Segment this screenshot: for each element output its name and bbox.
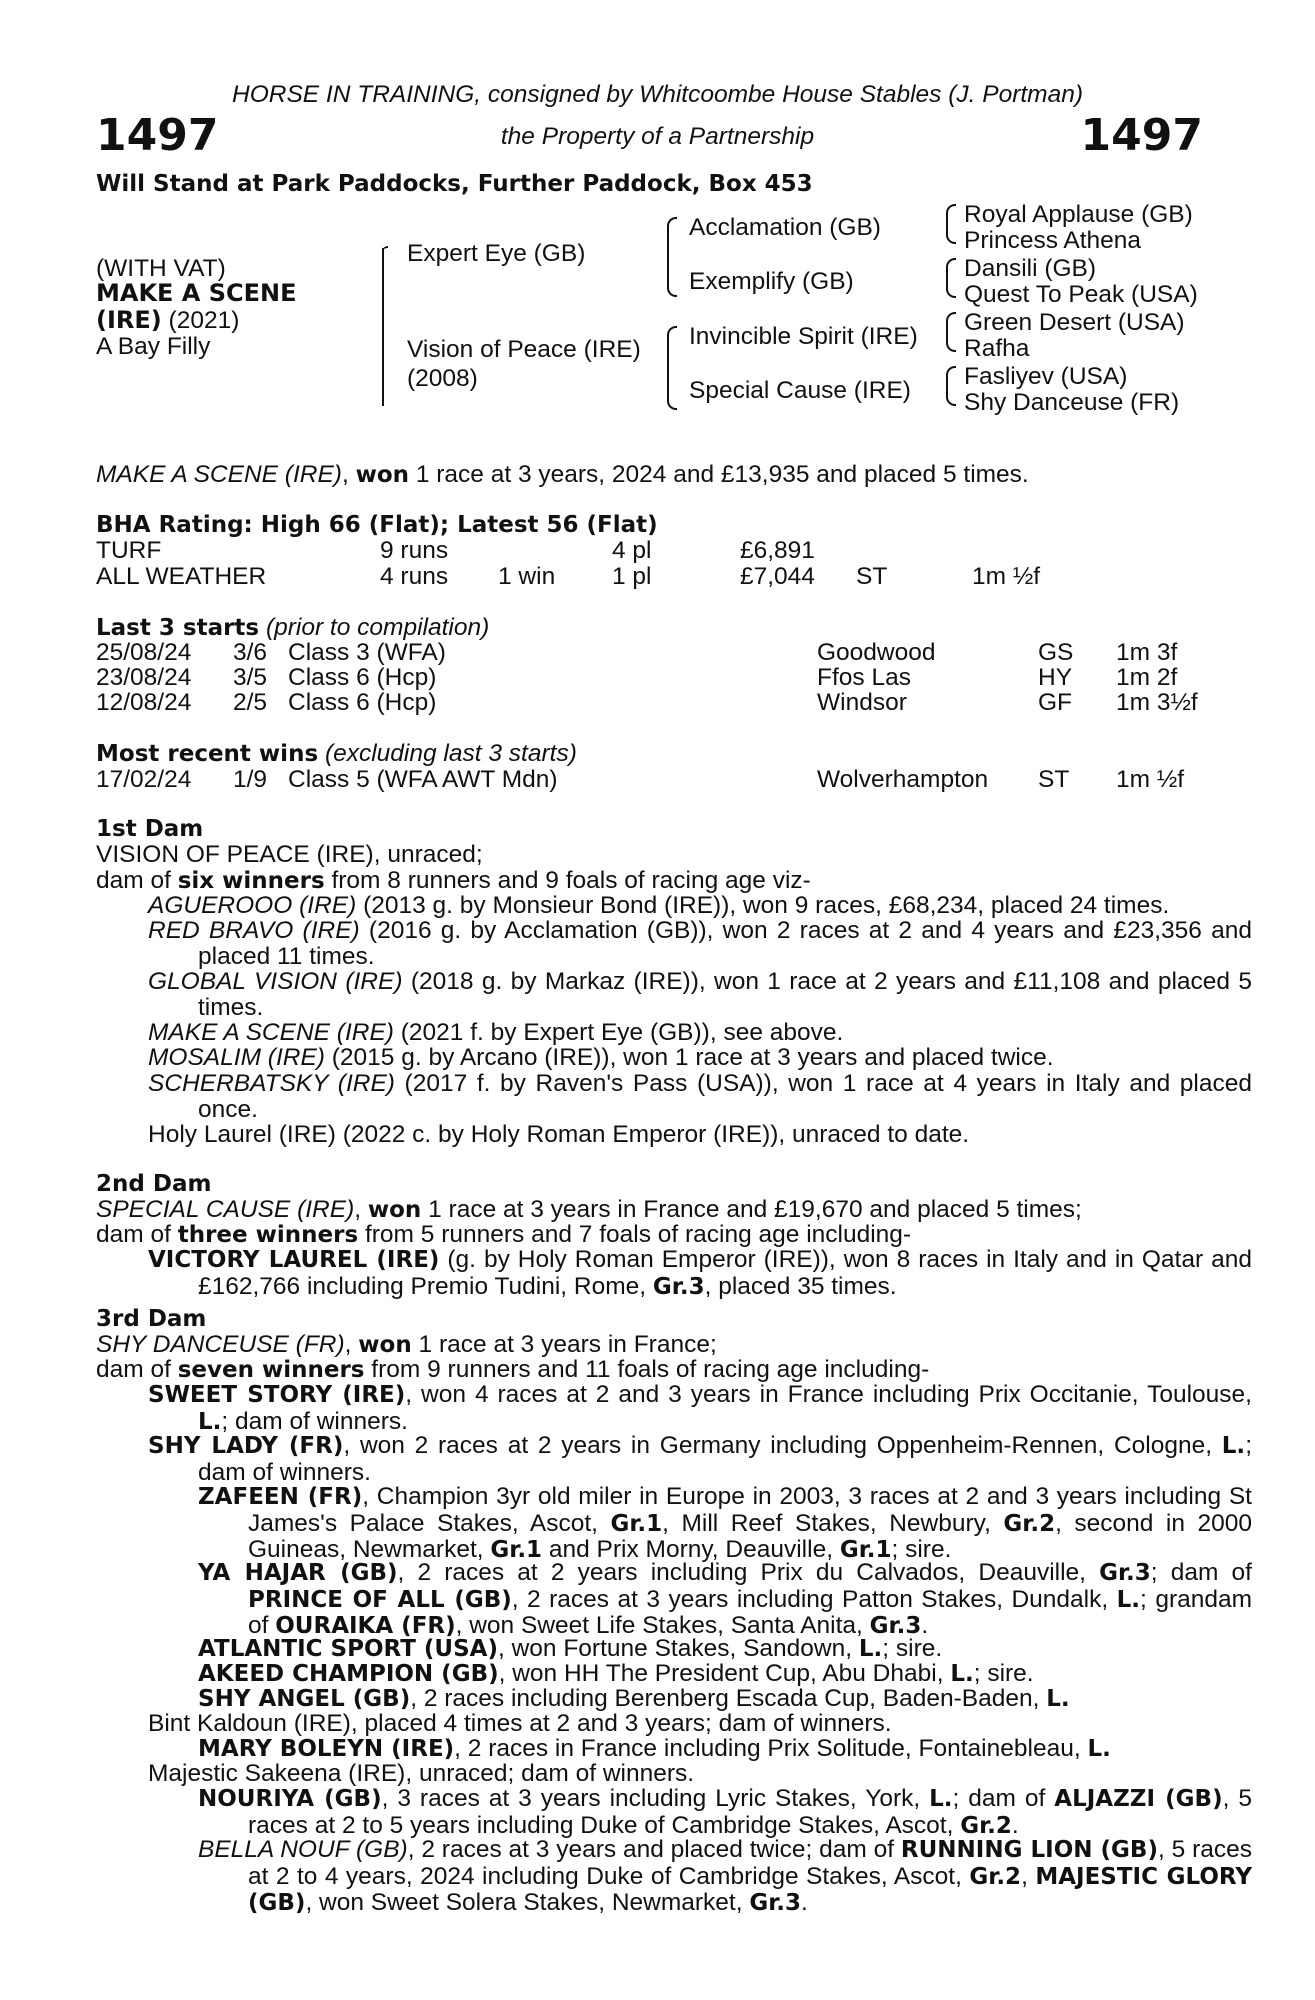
dam: Vision of Peace (IRE)	[407, 336, 641, 363]
bracket-top-connector	[382, 246, 388, 252]
produce-text: ; dam of winners.	[198, 1432, 1252, 1486]
produce-entry	[148, 1020, 1252, 1046]
group-label: Gr.1	[839, 1537, 892, 1563]
listed-label: L.	[1221, 1433, 1246, 1459]
dam-year: (2008)	[407, 365, 478, 392]
rating-surface: ALL WEATHER	[96, 563, 267, 590]
win-position: 1/9	[233, 766, 268, 793]
produce-name: AGUEROOO (IRE)	[148, 892, 357, 919]
produce-text: (2013 g. by Monsieur Bond (IRE)), won 9 races, £68,234, placed 24 times.	[356, 892, 1170, 919]
produce-text: .	[801, 1889, 808, 1916]
produce-text: , won Sweet Solera Stakes, Newmarket,	[305, 1889, 750, 1916]
listed-label: L.	[198, 1408, 222, 1435]
produce-name: ALJAZZI (GB)	[1054, 1786, 1223, 1812]
start-distance: 1m 2f	[1116, 664, 1178, 691]
produce-text: (g. by Holy Roman Emperor (IRE)), won 8 races in Italy and in Qatar and £162,766 including Premio Tudini, Rome,	[198, 1246, 1252, 1300]
group-label: Gr.1	[610, 1510, 663, 1537]
dam2-line1	[96, 1197, 1082, 1224]
rating-surface: TURF	[96, 537, 162, 564]
rating-runs: 4 runs	[380, 563, 449, 590]
dam3-rest: 1 race at 3 years in France;	[411, 1331, 717, 1358]
rating-wins: 1 win	[498, 563, 556, 590]
start-position: 2/5	[233, 689, 268, 716]
lot-number-left: 1497	[96, 110, 219, 161]
horse-origin-year	[96, 308, 239, 334]
dd-dam: Shy Danceuse (FR)	[964, 389, 1180, 416]
produce-text: , 2 races at 3 years and placed twice; dam of	[407, 1836, 901, 1863]
produce-name: RED BRAVO (IRE)	[148, 917, 360, 944]
produce-entry	[148, 918, 1252, 969]
listed-label: L.	[929, 1786, 953, 1812]
produce-text: , 5 races at 2 to 4 years, 2024 including Duke of Cambridge Stakes, Ascot,	[248, 1836, 1252, 1890]
ds-sire: Green Desert (USA)	[964, 309, 1185, 336]
produce-name: MARY BOLEYN (IRE)	[198, 1736, 455, 1762]
produce-entry	[198, 1736, 1252, 1763]
dam3-winners: seven winners	[177, 1357, 365, 1383]
ss-bracket	[946, 204, 956, 244]
listed-label: L.	[1087, 1736, 1111, 1762]
produce-text: ; sire.	[891, 1536, 952, 1563]
win-going: ST	[1038, 766, 1070, 793]
win-distance: 1m ½f	[1116, 766, 1185, 793]
ss-sire: Royal Applause (GB)	[964, 201, 1193, 228]
dam2-winners: three winners	[177, 1222, 359, 1248]
lot-number-right: 1497	[1080, 110, 1203, 161]
start-going: GF	[1038, 689, 1073, 716]
group-label: Gr.2	[969, 1863, 1022, 1890]
rating-earnings: £7,044	[740, 563, 815, 590]
dam2-sep: ,	[354, 1196, 368, 1223]
listed-label: L.	[1116, 1586, 1141, 1613]
dam1-dam-of	[96, 868, 811, 895]
start-class: Class 6 (Hcp)	[288, 664, 437, 691]
produce-name: ATLANTIC SPORT (USA)	[198, 1636, 498, 1662]
produce-text: , 5 races at 2 to 5 years including Duke of Cambridge Stakes, Ascot,	[248, 1785, 1252, 1839]
produce-entry	[148, 1045, 1252, 1071]
produce-name: PRINCE OF ALL (GB)	[248, 1586, 512, 1613]
dam1-heading: 1st Dam	[96, 816, 204, 842]
produce-entry	[148, 893, 1252, 919]
last3-note: (prior to compilation)	[265, 614, 490, 641]
produce-text: , 3 races at 3 years including Lyric Stakes, York,	[381, 1785, 930, 1812]
produce-entry	[198, 1636, 1252, 1663]
horse-description: A Bay Filly	[96, 333, 211, 360]
rating-runs: 9 runs	[380, 537, 449, 564]
dam3-line1	[96, 1332, 717, 1359]
group-label: Gr.3	[652, 1273, 705, 1300]
produce-name: SHY LADY (FR)	[148, 1433, 344, 1459]
dam3-sep: ,	[344, 1331, 359, 1358]
recent-note: (excluding last 3 starts)	[324, 740, 577, 767]
dam2-dam-of-c: from 5 runners and 7 foals of racing age including-	[358, 1221, 912, 1248]
produce-text: , won Fortune Stakes, Sandown,	[497, 1635, 859, 1662]
start-class: Class 6 (Hcp)	[288, 689, 437, 716]
horse-year: (2021)	[161, 307, 240, 334]
produce-name: OURAIKA (FR)	[275, 1613, 456, 1639]
start-course: Ffos Las	[817, 664, 911, 691]
win-class: Class 5 (WFA AWT Mdn)	[288, 766, 558, 793]
produce-text: , 2 races at 3 years including Patton Stakes, Dundalk,	[511, 1585, 1117, 1613]
produce-entry: Holy Laurel (IRE) (2022 c. by Holy Roman Emperor (IRE)), unraced to date.	[148, 1121, 970, 1148]
summary-rest: 1 race at 3 years, 2024 and £13,935 and placed 5 times.	[409, 461, 1029, 488]
dam3-name: SHY DANCEUSE (FR)	[96, 1331, 345, 1358]
rating-placed: 1 pl	[612, 563, 652, 590]
produce-entry: Majestic Sakeena (IRE), unraced; dam of winners.	[148, 1760, 695, 1787]
start-date: 12/08/24	[96, 689, 192, 716]
sire-sire: Acclamation (GB)	[689, 214, 881, 241]
produce-name: SWEET STORY (IRE)	[148, 1382, 406, 1408]
rating-heading: BHA Rating: High 66 (Flat); Latest 56 (Flat)	[96, 512, 658, 538]
produce-text: (2021 f. by Expert Eye (GB)), see above.	[393, 1019, 844, 1046]
dam3-dam-of-c: from 9 runners and 11 foals of racing age including-	[364, 1356, 930, 1383]
produce-name: MAKE A SCENE (IRE)	[148, 1019, 394, 1046]
produce-name: BELLA NOUF (GB)	[198, 1836, 408, 1863]
dam3-won: won	[358, 1332, 412, 1358]
group-label: Gr.3	[749, 1890, 802, 1916]
start-date: 25/08/24	[96, 639, 192, 666]
produce-name: VICTORY LAUREL (IRE)	[148, 1247, 440, 1273]
produce-text: and Prix Morny, Deauville,	[542, 1536, 840, 1563]
property-line: the Property of a Partnership	[500, 123, 815, 150]
rating-earnings: £6,891	[740, 537, 815, 564]
produce-name: ZAFEEN (FR)	[198, 1484, 363, 1510]
produce-name: RUNNING LION (GB)	[900, 1837, 1158, 1863]
ss-dam: Princess Athena	[964, 227, 1142, 254]
produce-name: AKEED CHAMPION (GB)	[198, 1661, 499, 1687]
last3-heading	[96, 615, 489, 642]
group-label: Gr.1	[490, 1537, 543, 1563]
win-date: 17/02/24	[96, 766, 192, 793]
start-course: Windsor	[817, 689, 907, 716]
produce-text: , Champion 3yr old miler in Europe in 2003, 3 races at 2 and 3 years including St James's Palace Stakes, Ascot,	[248, 1483, 1252, 1537]
produce-text: .	[1011, 1811, 1019, 1839]
produce-text: , second in 2000 Guineas, Newmarket,	[248, 1509, 1252, 1563]
group-label: Gr.2	[960, 1812, 1012, 1839]
listed-label: L.	[858, 1636, 883, 1662]
produce-entry	[198, 1560, 1252, 1640]
produce-entry	[148, 969, 1252, 1020]
produce-text: , won 4 races at 2 and 3 years in France including Prix Occitanie, Toulouse,	[405, 1381, 1252, 1408]
produce-text: (2018 g. by Markaz (IRE)), won 1 race at 2 years and £11,108 and placed 5 times.	[198, 968, 1252, 1021]
start-going: HY	[1038, 664, 1073, 691]
produce-text: ; grandam of	[248, 1585, 1253, 1639]
last3-title: Last 3 starts	[96, 615, 260, 641]
dam2-dam-of	[96, 1222, 911, 1249]
race-summary: MAKE A SCENE (IRE), won 1 race at 3 years, 2024 and £13,935 and placed 5 times.	[96, 461, 1029, 488]
dam3-heading: 3rd Dam	[96, 1306, 207, 1332]
stand-location: Will Stand at Park Paddocks, Further Paddock, Box 453	[96, 171, 813, 197]
produce-text: .	[921, 1612, 929, 1639]
produce-entry	[148, 1247, 1252, 1300]
produce-text: ; dam of	[952, 1785, 1055, 1812]
produce-entry	[148, 1382, 1252, 1435]
dd-bracket	[946, 366, 956, 406]
dam3-dam-of	[96, 1357, 929, 1384]
recent-title: Most recent wins	[96, 741, 319, 767]
produce-entry	[148, 1071, 1252, 1122]
dam1-line1: VISION OF PEACE (IRE), unraced;	[96, 841, 483, 868]
produce-name: YA HAJAR (GB)	[198, 1560, 398, 1586]
sd-sire: Dansili (GB)	[964, 255, 1097, 282]
produce-text: , Mill Reef Stakes, Newbury,	[662, 1509, 1004, 1537]
produce-text: , won HH The President Cup, Abu Dhabi,	[498, 1660, 951, 1687]
produce-name: MOSALIM (IRE)	[148, 1044, 325, 1071]
produce-text: ; dam of winners.	[221, 1407, 408, 1435]
rating-distance: 1m ½f	[972, 563, 1041, 590]
produce-entry	[198, 1686, 1252, 1713]
produce-text: (2017 f. by Raven's Pass (USA)), won 1 race at 4 years in Italy and placed once.	[198, 1070, 1252, 1123]
dd-sire: Fasliyev (USA)	[964, 363, 1128, 390]
produce-text: , placed 35 times.	[704, 1272, 897, 1300]
listed-label: L.	[950, 1661, 974, 1687]
produce-entry	[198, 1837, 1252, 1917]
dam2-rest: 1 race at 3 years in France and £19,670 and placed 5 times;	[421, 1196, 1082, 1223]
produce-text: ; sire.	[973, 1660, 1034, 1687]
produce-name: MAJESTIC GLORY (GB)	[248, 1863, 1253, 1916]
dam-dam: Special Cause (IRE)	[689, 377, 911, 404]
start-going: GS	[1038, 639, 1074, 666]
dam-sire: Invincible Spirit (IRE)	[689, 323, 918, 350]
produce-entry	[198, 1786, 1252, 1839]
start-distance: 1m 3½f	[1116, 689, 1198, 716]
produce-name: SHY ANGEL (GB)	[198, 1686, 411, 1712]
summary-name: MAKE A SCENE (IRE)	[96, 461, 342, 488]
produce-name: GLOBAL VISION (IRE)	[148, 968, 403, 995]
dam-bracket	[667, 326, 677, 410]
sire-dam: Exemplify (GB)	[689, 268, 854, 295]
produce-text: ; dam of	[1150, 1559, 1252, 1586]
group-label: Gr.3	[1099, 1560, 1151, 1586]
ds-bracket	[946, 312, 956, 352]
start-distance: 1m 3f	[1116, 639, 1178, 666]
group-label: Gr.3	[869, 1613, 922, 1639]
produce-text: ; sire.	[882, 1635, 943, 1662]
produce-text: , 2 races including Berenberg Escada Cup, Baden-Baden,	[410, 1685, 1047, 1712]
sire: Expert Eye (GB)	[407, 240, 586, 267]
pedigree-bracket	[382, 248, 384, 406]
produce-name: NOURIYA (GB)	[198, 1786, 382, 1812]
dam1-winners: six winners	[177, 868, 325, 894]
produce-text: (2015 g. by Arcano (IRE)), won 1 race at 3 years and placed twice.	[324, 1044, 1054, 1071]
sd-dam: Quest To Peak (USA)	[964, 281, 1198, 308]
horse-name: MAKE A SCENE	[96, 279, 297, 307]
summary-won: won	[355, 462, 410, 488]
ds-dam: Rafha	[964, 335, 1030, 362]
dam3-dam-of-a: dam of	[96, 1356, 178, 1383]
dam1-dam-of-a: dam of	[96, 867, 178, 894]
group-label: Gr.2	[1003, 1510, 1056, 1537]
produce-entry	[198, 1484, 1252, 1564]
vat-label: (WITH VAT)	[96, 255, 226, 282]
rating-going: ST	[856, 563, 888, 590]
produce-text: , 2 races in France including Prix Solitude, Fontainebleau,	[454, 1735, 1088, 1762]
start-position: 3/6	[233, 639, 268, 666]
dam1-dam-of-c: from 8 runners and 9 foals of racing age viz-	[324, 867, 811, 894]
listed-label: L.	[1046, 1686, 1070, 1712]
win-course: Wolverhampton	[817, 766, 989, 793]
start-course: Goodwood	[817, 639, 936, 666]
sire-bracket	[667, 217, 677, 297]
consignment-line: HORSE IN TRAINING, consigned by Whitcoombe House Stables (J. Portman)	[232, 81, 1083, 108]
start-position: 3/5	[233, 664, 268, 691]
produce-name: SCHERBATSKY (IRE)	[148, 1070, 395, 1097]
dam2-dam-of-a: dam of	[96, 1221, 178, 1248]
recent-heading	[96, 741, 577, 768]
produce-entry: Bint Kaldoun (IRE), placed 4 times at 2 and 3 years; dam of winners.	[148, 1710, 892, 1737]
rating-placed: 4 pl	[612, 537, 652, 564]
produce-text: , won 2 races at 2 years in Germany including Oppenheim-Rennen, Cologne,	[343, 1432, 1222, 1459]
horse-origin: (IRE)	[96, 306, 162, 334]
produce-entry	[148, 1433, 1252, 1485]
start-class: Class 3 (WFA)	[288, 639, 446, 666]
dam2-name: SPECIAL CAUSE (IRE)	[96, 1196, 355, 1223]
produce-text: , won Sweet Life Stakes, Santa Anita,	[455, 1612, 870, 1639]
dam2-won: won	[367, 1197, 422, 1223]
produce-text: (2016 g. by Acclamation (GB)), won 2 races at 2 and 4 years and £23,356 and placed 11 times.	[198, 917, 1252, 970]
produce-text: ,	[1021, 1862, 1036, 1890]
produce-entry	[198, 1661, 1252, 1688]
sd-bracket	[946, 258, 956, 298]
start-date: 23/08/24	[96, 664, 192, 691]
dam2-heading: 2nd Dam	[96, 1171, 212, 1197]
produce-text: , 2 races at 2 years including Prix du Calvados, Deauville,	[397, 1559, 1100, 1586]
